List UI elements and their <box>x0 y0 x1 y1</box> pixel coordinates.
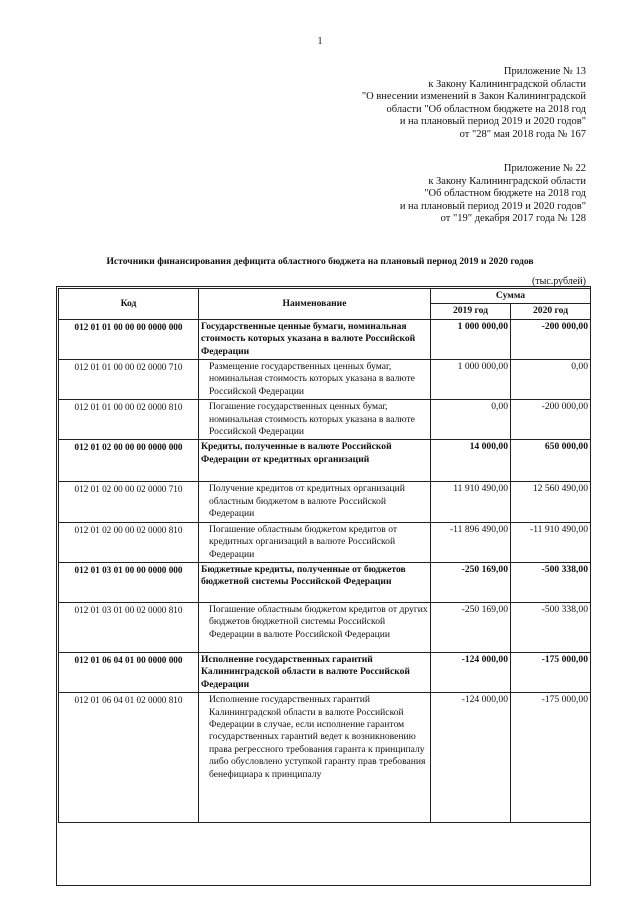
attachment-13-line: к Закону Калининградской области <box>428 78 586 90</box>
row-value-2020: 12 560 490,00 <box>511 482 591 522</box>
row-value-2020: -11 910 490,00 <box>511 522 591 562</box>
row-value-2020: -500 338,00 <box>511 602 591 652</box>
header-name: Наименование <box>199 289 431 320</box>
row-value-2020: -500 338,00 <box>511 562 591 602</box>
attachment-13-line: от "28" мая 2018 года № 167 <box>459 128 586 140</box>
row-value-2020: 650 000,00 <box>511 440 591 482</box>
row-value-2019: 14 000,00 <box>431 440 511 482</box>
table-row <box>59 319 591 359</box>
row-name: Получение кредитов от кредитных организаций областным бюджетом в валюте Российской Федерации <box>199 482 431 522</box>
row-value-2020: -175 000,00 <box>511 693 591 823</box>
table-row <box>59 482 591 522</box>
table-row <box>59 440 591 482</box>
row-code: 012 01 01 00 00 02 0000 810 <box>59 400 199 440</box>
row-name: Государственные ценные бумаги, номинальная стоимость которых указана в валюте Российской Федерации <box>199 319 431 359</box>
row-value-2020: -200 000,00 <box>511 319 591 359</box>
row-name: Погашение государственных ценных бумаг, номинальная стоимость которых указана в валюте Российской Федерации <box>199 400 431 440</box>
header-sum: Сумма <box>431 289 591 304</box>
row-value-2019: -250 169,00 <box>431 562 511 602</box>
row-code: 012 01 02 00 00 02 0000 710 <box>59 482 199 522</box>
row-code: 012 01 06 04 01 00 0000 000 <box>59 652 199 692</box>
document-title: Источники финансирования дефицита областного бюджета на плановый период 2019 и 2020 годов <box>106 256 534 267</box>
row-code: 012 01 02 00 00 00 0000 000 <box>59 440 199 482</box>
attachment-13-line: "О внесении изменений в Закон Калининградской <box>361 91 586 103</box>
row-value-2019: -124 000,00 <box>431 693 511 823</box>
row-value-2019: 1 000 000,00 <box>431 360 511 400</box>
page-number: 1 <box>317 36 323 47</box>
row-value-2019: 0,00 <box>431 400 511 440</box>
table-body <box>59 319 591 822</box>
table-row <box>59 693 591 823</box>
row-name: Бюджетные кредиты, полученные от бюджетов бюджетной системы Российской Федерации <box>199 562 431 602</box>
attachment-22-line: к Закону Калининградской области <box>428 175 586 187</box>
attachment-22-line: от "19" декабря 2017 года № 128 <box>440 213 586 225</box>
units-label: (тыс.рублей) <box>531 276 586 287</box>
row-code: 012 01 02 00 00 02 0000 810 <box>59 522 199 562</box>
row-value-2019: -124 000,00 <box>431 652 511 692</box>
row-code: 012 01 01 00 00 00 0000 000 <box>59 319 199 359</box>
table-row <box>59 562 591 602</box>
attachment-13-line: области "Об областном бюджете на 2018 год <box>386 103 586 115</box>
header-2020: 2020 год <box>511 304 591 319</box>
row-code: 012 01 03 01 00 00 0000 000 <box>59 562 199 602</box>
attachment-22-line: Приложение № 22 <box>503 163 586 174</box>
table-row <box>59 522 591 562</box>
row-value-2020: -175 000,00 <box>511 652 591 692</box>
attachment-22-header <box>400 163 586 226</box>
row-value-2019: -11 896 490,00 <box>431 522 511 562</box>
attachment-13-header <box>362 66 586 142</box>
attachment-22-line: "Об областном бюджете на 2018 год <box>424 188 586 200</box>
attachment-13-line: и на плановый период 2019 и 2020 годов" <box>399 116 586 128</box>
table-row <box>59 652 591 692</box>
row-name: Исполнение государственных гарантий Калининградской области в валюте Российской Федерации <box>199 652 431 692</box>
row-code: 012 01 03 01 00 02 0000 810 <box>59 602 199 652</box>
table-row <box>59 602 591 652</box>
table-row <box>59 360 591 400</box>
table-row <box>59 400 591 440</box>
row-name: Исполнение государственных гарантий Калининградской области в валюте Российской Федерации в случае, если исполнение гарантом государственных гарантий ведет к возникновению права регрессного требования гаранта к принципалу либо обусловлено уступкой гаранту прав требования бенефициара к принципалу <box>199 693 431 823</box>
row-name: Размещение государственных ценных бумаг, номинальная стоимость которых указана в валюте Российской Федерации <box>199 360 431 400</box>
row-code: 012 01 01 00 00 02 0000 710 <box>59 360 199 400</box>
header-2019: 2019 год <box>431 304 511 319</box>
attachment-22-line: и на плановый период 2019 и 2020 годов" <box>399 200 586 212</box>
row-name: Кредиты, полученные в валюте Российской Федерации от кредитных организаций <box>199 440 431 482</box>
attachment-13-line: Приложение № 13 <box>503 66 586 77</box>
header-code: Код <box>59 289 199 320</box>
row-value-2019: 1 000 000,00 <box>431 319 511 359</box>
row-name: Погашение областным бюджетом кредитов от кредитных организаций в валюте Российской Федерации <box>199 522 431 562</box>
row-value-2020: 0,00 <box>511 360 591 400</box>
row-value-2019: 11 910 490,00 <box>431 482 511 522</box>
row-value-2020: -200 000,00 <box>511 400 591 440</box>
row-value-2019: -250 169,00 <box>431 602 511 652</box>
row-code: 012 01 06 04 01 02 0000 810 <box>59 693 199 823</box>
row-name: Погашение областным бюджетом кредитов от других бюджетов бюджетной системы Российской Федерации в валюте Российской Федерации <box>199 602 431 652</box>
budget-sources-table <box>58 288 591 823</box>
